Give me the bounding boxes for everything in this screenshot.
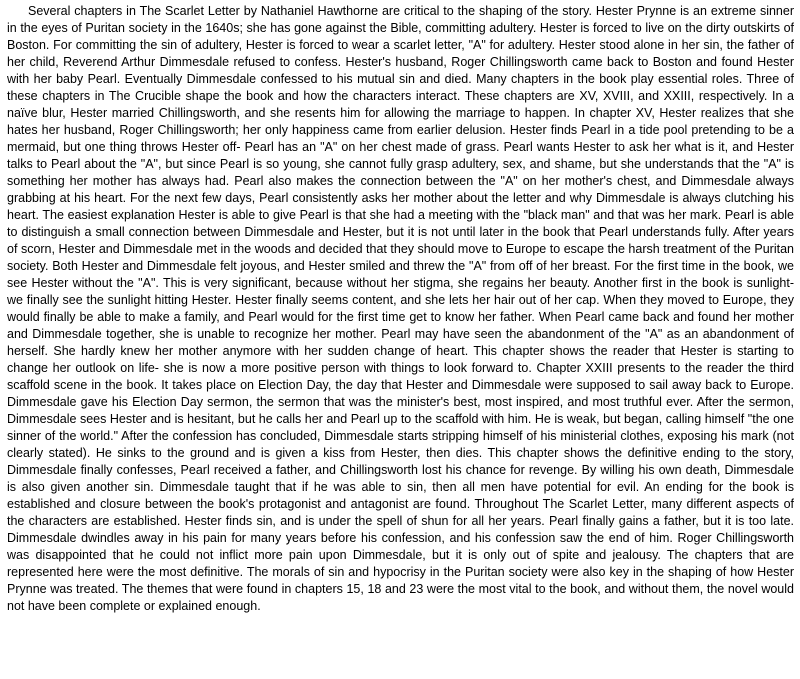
essay-paragraph: Several chapters in The Scarlet Letter by Nathaniel Hawthorne are critical to the shaping of the story. Hester Prynne is an extreme sinner in the eyes of Puritan society in the 1640s; she has gone against the Bible, committing adultery. Hester is forced to live on the dirty outskirts of Boston. For committing the sin of adultery, Hester is forced to wear a scarlet letter, "A" for adultery. Hester stood alone in her sin, the father of her child, Reverend Arthur Dimmesdale refused to confess. Hester's husband, Roger Chillingsworth came back to Boston and found Hester with her baby Pearl. Eventually Dimmesdale confessed to his mutual sin and died. Many chapters in the book play essential roles. Three of these chapters in The Crucible shape the book and how the characters interact. These chapters are XV, XVIII, and XXIII, respectively. In a naïve blur, Hester married Chillingsworth, and she resents him for allowing the marriage to happen. In chapter XV, Hester realizes that she hates her husband, Roger Chillingsworth; her only happiness came from earlier delusion. Hester finds Pearl in a tide pool pretending to be a mermaid, but one thing throws Hester off- Pearl has an "A" on her chest made of grass. Pearl wants Hester to ask her what is it, and Hester talks to Pearl about the "A", but since Pearl is so young, she cannot fully grasp adultery, sex, and shame, but she understands that the "A" is something her mother has always had. Pearl also makes the connection between the "A" on her mother's chest, and Dimmesdale always grabbing at his heart. For the next few days, Pearl consistently asks her mother about the letter and why Dimmesdale is always clutching his heart. The easiest explanation Hester is able to give Pearl is that she had a meeting with the "black man" and that was her mark. Pearl is able to distinguish a small connection between Dimmesdale and Hester, but it is not until later in the book that Pearl understands fully. After years of scorn, Hester and Dimmesdale met in the woods and decided that they should move to Europe to escape the harsh treatment of the Puritan society. Both Hester and Dimmesdale felt joyous, and Hester smiled and threw the "A" from off of her breast. For the first time in the book, we see Hester without the "A". This is very significant, because without her stigma, she regains her beauty. Another first in the book is sunlight- we finally see the sunlight hitting Hester. Hester finally seems content, and she lets her hair out of her cap. When they moved to Europe, they would finally be able to make a family, and Pearl would for the first time get to know her father. When Pearl came back and found her mother and Dimmesdale together, she is unable to recognize her mother. Pearl may have seen the abandonment of the "A" as an abandonment of herself. She hardly knew her mother anymore with her sudden change of heart. This chapter shows the reader that Hester is starting to change her outlook on life- she is now a more positive person with things to look forward to. Chapter XXIII presents to the reader the third scaffold scene in the book. It takes place on Election Day, the day that Hester and Dimmesdale were supposed to sail away back to Europe. Dimmesdale gave his Election Day sermon, the sermon that was the minister's best, most inspired, and most truthful ever. After the sermon, Dimmesdale sees Hester and is hesitant, but he calls her and Pearl up to the scaffold with him. He is weak, but began, calling himself "the one sinner of the world." After the confession has concluded, Dimmesdale starts stripping himself of his ministerial clothes, exposing his mark (not clearly stated). He sinks to the ground and is given a kiss from Hester, then dies. This chapter shows the definitive ending to the story, Dimmesdale finally confesses, Pearl received a father, and Chillingsworth lost his chance for revenge. By willing his own death, Dimmesdale is also given another sin. Dimmesdale taught that if he was able to sin, then all men have potential for evil. An ending for the book is established and closure between the book's protagonist and antagonist are found. Throughout The Scarlet Letter, many different aspects of the characters are established. Hester finds sin, and is under the spell of shun for all her years. Pearl finally gains a father, but it is too late. Dimmesdale dwindles away in his pain for many years before his confession, and his confession saw the end of him. Roger Chillingsworth was disappointed that he could not inflict more pain upon Dimmesdale, but it is only out of spite and jealousy. The chapters that are represented here were the most definitive. The morals of sin and hypocrisy in the Puritan society were also key in the shaping of how Hester Prynne was treated. The themes that were found in chapters 15, 18 and 23 were the most vital to the book, and without them, the novel would not have been complete or explained enough. xyxy=(7,4,794,613)
